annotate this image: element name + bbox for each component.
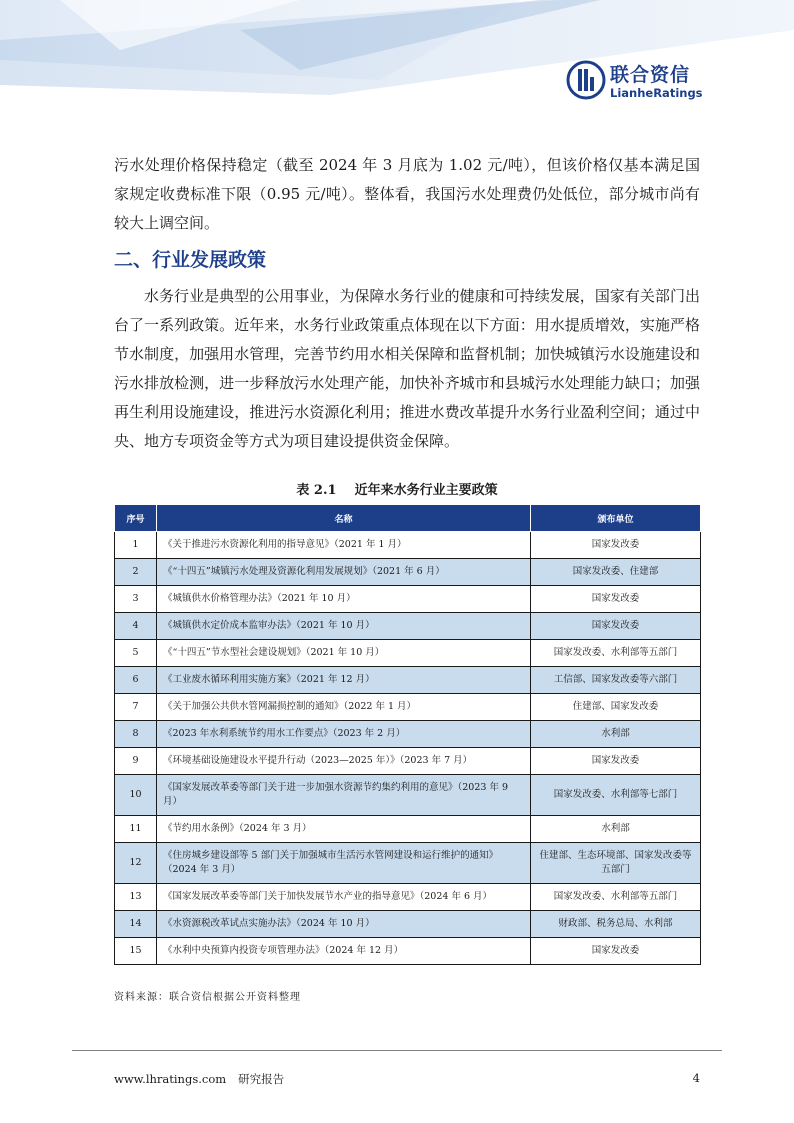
row-unit: 国家发改委	[531, 532, 701, 559]
logo-name-en: LianheRatings	[610, 86, 703, 100]
table-row	[115, 667, 701, 694]
table-source-note: 资料来源：联合资信根据公开资料整理	[114, 992, 301, 1003]
row-no: 15	[115, 938, 157, 965]
table-row	[115, 884, 701, 911]
table-row	[115, 586, 701, 613]
lianhe-logo-icon	[566, 60, 606, 100]
header-unit: 颁布单位	[531, 505, 701, 532]
section-title: 二、行业发展政策	[114, 249, 267, 271]
header-name: 名称	[157, 505, 531, 532]
row-name: 《“十四五”城镇污水处理及资源化利用发展规划》（2021 年 6 月）	[157, 559, 531, 586]
table-row	[115, 748, 701, 775]
table-caption: 表 2.1 近年来水务行业主要政策	[296, 483, 498, 498]
row-no: 14	[115, 911, 157, 938]
table-row	[115, 532, 701, 559]
footer-doc-type: 研究报告	[238, 1072, 285, 1086]
logo-name-cn: 联合资信	[610, 64, 691, 86]
row-unit: 财政部、税务总局、水利部	[531, 911, 701, 938]
footer-website-link[interactable]: www.lhratings.com	[114, 1072, 227, 1086]
row-unit: 住建部、生态环境部、国家发改委等五部门	[531, 843, 701, 884]
row-no: 6	[115, 667, 157, 694]
table-row	[115, 559, 701, 586]
footer-divider	[72, 1050, 722, 1051]
table-row	[115, 640, 701, 667]
row-no: 1	[115, 532, 157, 559]
row-name: 《水资源税改革试点实施办法》（2024 年 10 月）	[157, 911, 531, 938]
row-unit: 国家发改委、水利部等七部门	[531, 775, 701, 816]
row-name: 《环境基础设施建设水平提升行动（2023—2025 年）》（2023 年 7 月）	[157, 748, 531, 775]
row-no: 4	[115, 613, 157, 640]
policy-table	[114, 504, 701, 965]
page-number: 4	[692, 1071, 700, 1085]
row-name: 《城镇供水价格管理办法》（2021 年 10 月）	[157, 586, 531, 613]
table-row	[115, 816, 701, 843]
row-name: 《关于加强公共供水管网漏损控制的通知》（2022 年 1 月）	[157, 694, 531, 721]
row-no: 8	[115, 721, 157, 748]
row-name: 《城镇供水定价成本监审办法》（2021 年 10 月）	[157, 613, 531, 640]
row-unit: 国家发改委	[531, 938, 701, 965]
row-no: 7	[115, 694, 157, 721]
table-row	[115, 775, 701, 816]
table-row	[115, 721, 701, 748]
row-unit: 国家发改委	[531, 586, 701, 613]
row-no: 11	[115, 816, 157, 843]
row-unit: 国家发改委、水利部等五部门	[531, 884, 701, 911]
row-unit: 水利部	[531, 721, 701, 748]
row-unit: 国家发改委、住建部	[531, 559, 701, 586]
table-row	[115, 694, 701, 721]
row-unit: 工信部、国家发改委等六部门	[531, 667, 701, 694]
table-row	[115, 938, 701, 965]
row-name: 《住房城乡建设部等 5 部门关于加强城市生活污水管网建设和运行维护的通知》（2024 年 3 月）	[157, 843, 531, 884]
body-paragraph-2: 水务行业是典型的公用事业，为保障水务行业的健康和可持续发展，国家有关部门出台了一系列政策。近年来，水务行业政策重点体现在以下方面：用水提质增效，实施严格节水制度，加强用水管理，完善节约用水相关保障和监督机制；加快城镇污水设施建设和污水排放检测，进一步释放污水处理产能，加快补齐城市和县城污水处理能力缺口；加强再生利用设施建设，推进污水资源化利用；推进水费改革提升水务行业盈利空间；通过中央、地方专项资金等方式为项目建设提供资金保障。	[114, 287, 700, 450]
row-name: 《节约用水条例》（2024 年 3 月）	[157, 816, 531, 843]
row-name: 《国家发展改革委等部门关于进一步加强水资源节约集约利用的意见》（2023 年 9 月）	[157, 775, 531, 816]
row-name: 《水利中央预算内投资专项管理办法》（2024 年 12 月）	[157, 938, 531, 965]
body-paragraph-1: 污水处理价格保持稳定（截至 2024 年 3 月底为 1.02 元/吨），但该价格仅基本满足国家规定收费标准下限（0.95 元/吨）。整体看，我国污水处理费仍处低位，部分城市尚有较大上调空间。	[114, 156, 700, 232]
row-unit: 国家发改委、水利部等五部门	[531, 640, 701, 667]
row-unit: 国家发改委	[531, 748, 701, 775]
row-name: 《2023 年水利系统节约用水工作要点》（2023 年 2 月）	[157, 721, 531, 748]
row-no: 2	[115, 559, 157, 586]
row-no: 12	[115, 843, 157, 884]
row-unit: 住建部、国家发改委	[531, 694, 701, 721]
table-header-row	[115, 505, 701, 532]
row-name: 《工业废水循环利用实施方案》（2021 年 12 月）	[157, 667, 531, 694]
company-logo	[566, 58, 706, 104]
row-no: 3	[115, 586, 157, 613]
row-no: 13	[115, 884, 157, 911]
table-row	[115, 843, 701, 884]
row-unit: 水利部	[531, 816, 701, 843]
row-no: 10	[115, 775, 157, 816]
footer	[114, 1071, 284, 1087]
row-unit: 国家发改委	[531, 613, 701, 640]
row-name: 《关于推进污水资源化利用的指导意见》（2021 年 1 月）	[157, 532, 531, 559]
header-no: 序号	[115, 505, 157, 532]
table-row	[115, 613, 701, 640]
row-name: 《国家发展改革委等部门关于加快发展节水产业的指导意见》（2024 年 6 月）	[157, 884, 531, 911]
table-row	[115, 911, 701, 938]
row-name: 《“十四五”节水型社会建设规划》（2021 年 10 月）	[157, 640, 531, 667]
row-no: 9	[115, 748, 157, 775]
row-no: 5	[115, 640, 157, 667]
